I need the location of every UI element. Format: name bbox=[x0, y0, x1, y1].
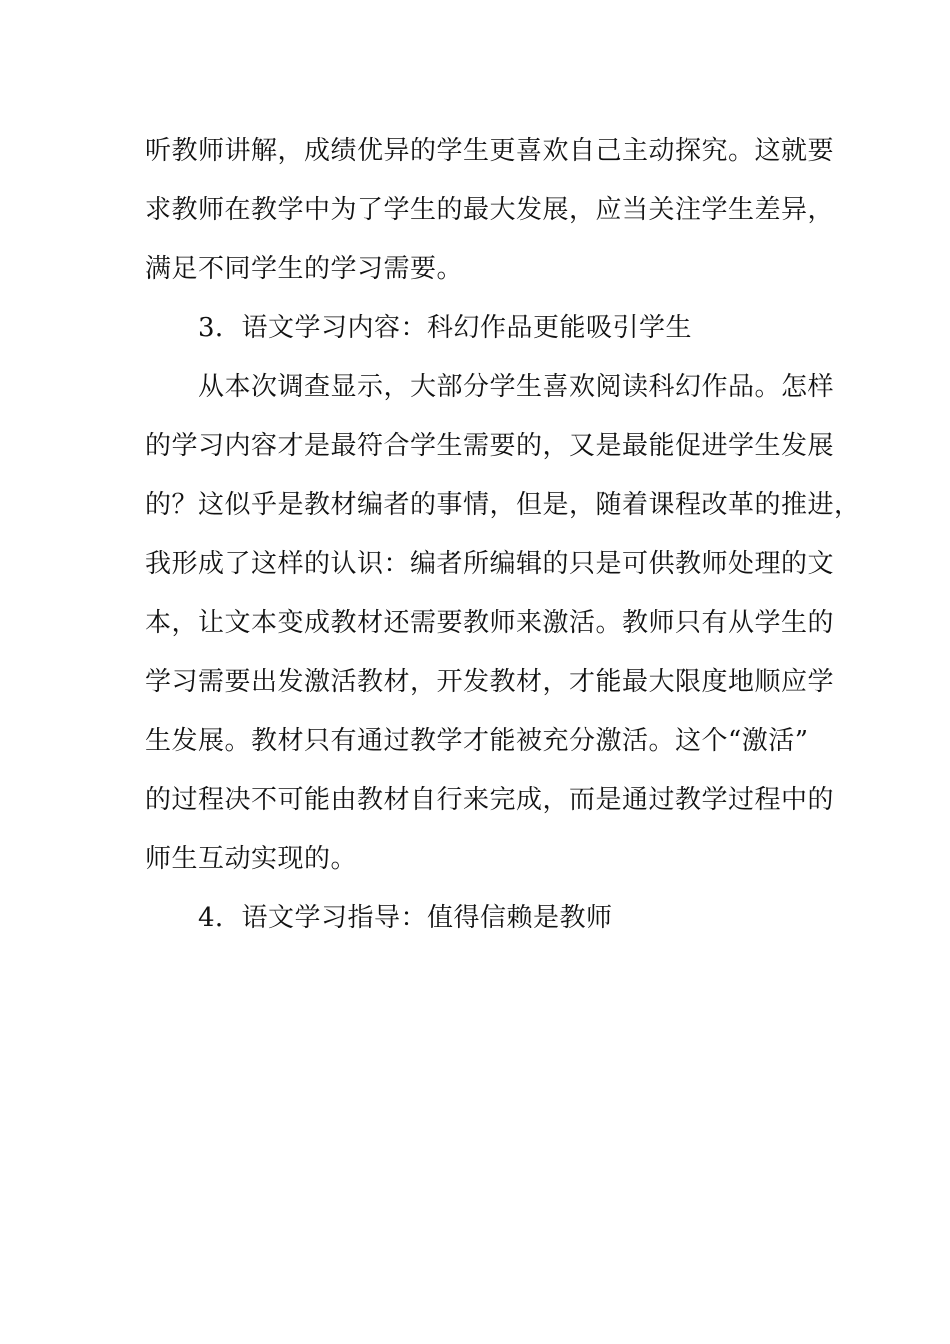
text-line: 我形成了这样的认识：编者所编辑的只是可供教师处理的文 bbox=[145, 549, 835, 579]
section-heading-3: 3．语文学习内容：科幻作品更能吸引学生 bbox=[198, 313, 693, 343]
text-line: 本，让文本变成教材还需要教师来激活。教师只有从学生的 bbox=[145, 608, 835, 638]
text-line: 学习需要出发激活教材，开发教材，才能最大限度地顺应学 bbox=[145, 667, 835, 697]
text-line: 的过程决不可能由教材自行来完成，而是通过教学过程中的 bbox=[145, 785, 835, 815]
document-body bbox=[145, 122, 861, 948]
text-line: 满足不同学生的学习需要。 bbox=[145, 254, 464, 284]
section-heading-4: 4．语文学习指导：值得信赖是教师 bbox=[198, 903, 613, 933]
text-line: 的？这似乎是教材编者的事情，但是，随着课程改革的推进， bbox=[145, 490, 861, 520]
text-line: 求教师在教学中为了学生的最大发展，应当关注学生差异， bbox=[145, 195, 835, 225]
text-line: 师生互动实现的。 bbox=[145, 844, 358, 874]
text-line: 的学习内容才是最符合学生需要的，又是最能促进学生发展 bbox=[145, 431, 835, 461]
text-line: 听教师讲解，成绩优异的学生更喜欢自己主动探究。这就要 bbox=[145, 136, 835, 166]
paragraph-start: 从本次调查显示，大部分学生喜欢阅读科幻作品。怎样 bbox=[198, 372, 835, 402]
text-line: 生发展。教材只有通过教学才能被充分激活。这个“激活” bbox=[145, 726, 809, 756]
